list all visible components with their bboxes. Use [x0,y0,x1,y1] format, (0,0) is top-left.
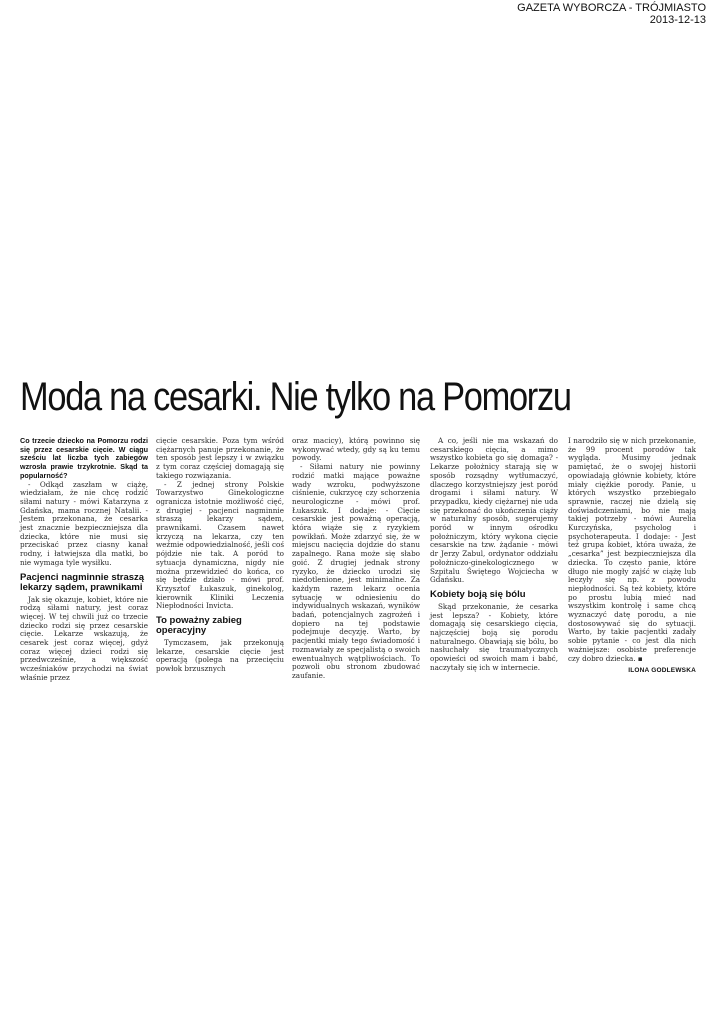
article-paragraph: - Siłami natury nie powinny rodzić matki mające poważne wady wzroku, podwyższone ciśnienie, cukrzycę czy schorzenia neurologiczne - mówi prof. Łukaszuk. I dodaje: - Cięcie cesarskie jest poważną operacją, która wiąże się z ryzykiem powikłań. Może zdarzyć się, że w miejscu nacięcia dojdzie do stanu zapalnego. Rana może się słabo goić. Z drugiej jednak strony ryzyko, że dziecko urodzi się niedotlenione, jest minimalne. Za każdym razem lekarz ocenia sytuację w odniesieniu do indywidualnych wskazań, wyników badań, potencjalnych zagrożeń i dopiero na tej podstawie podejmuje decyzję. Warto, by pacjentki miały tego świadomość i rozmawiały ze specjalistą o swoich ewentualnych wątpliwościach. To pozwoli obu stronom zbudować zaufanie. [292,462,420,680]
masthead [517,2,706,26]
article-column-3 [292,437,420,681]
author-signature: ILONA GODLEWSKA [628,667,696,675]
article-column-2 [156,437,284,674]
section-heading: To poważny zabieg operacyjny [156,615,242,637]
article-lead: Co trzecie dziecko na Pomorzu rodzi się przez cesarskie cięcie. W ciągu sześciu lat liczba tych zabiegów wzrosła prawie trzykrotnie. Skąd ta popularność? [20,436,148,480]
article-column-5 [568,437,696,676]
article-paragraph: A co, jeśli nie ma wskazań do cesarskiego cięcia, a mimo wszystko kobieta go się domaga? - Lekarze położnicy starają się w sposób rozsądny wytłumaczyć, dlaczego korzystniejszy jest poród drogami i siłami natury. W przypadku, kiedy ciężarnej nie uda się przekonać do ukończenia ciąży w naturalny sposób, sugerujemy poród w innym ośrodku położniczym, który wykona cięcie cesarskie na tzw. żądanie - mówi dr Jerzy Zabul, ordynator oddziału położniczo-ginekologicznego w Szpitalu Świętego Wojciecha w Gdańsku. [430,436,558,585]
article-paragraph: Tymczasem, jak przekonują lekarze, cesarskie cięcie jest operacją (polega na przecięciu powłok brzusznych [156,638,284,674]
article-headline: Moda na cesarki. Nie tylko na Pomorzu [20,375,571,419]
article-column-4 [430,437,558,673]
section-heading: Pacjenci nagminnie straszą lekarzy sądem, prawnikami [20,571,145,593]
article-paragraph: cięcie cesarskie. Poza tym wśród ciężarnych panuje przekonanie, że ten sposób jest lepszy i w związku z tym coraz częściej domagają się takiego rozwiązania. [156,436,284,480]
article-column-1 [20,437,148,683]
article-paragraph: Skąd przekonanie, że cesarka jest lepsza? - Kobiety, które domagają się cesarskiego cięcia, najczęściej boją się porodu naturalnego. Obawiają się bólu, bo nasłuchały się traumatycznych opowieści od swoich mam i babć, naczytały się ich w internecie. [430,601,558,672]
article-paragraph: I narodziło się w nich przekonanie, że 99 procent porodów tak wygląda. Musimy jednak pamiętać, że o swojej historii opowiadają głównie kobiety, które miały ciężkie porody. Panie, u których wszystko przebiegało sprawnie, raczej nie dzielą się doświadczeniami, bo nie mają takiej potrzeby - mówi Aurelia Kurczyńska, psycholog i psychoterapeuta. I dodaje: - Jest też grupa kobiet, która uważa, że „cesarka” jest bezpieczniejsza dla dziecka. To często panie, które długo nie mogły zajść w ciążę lub leczyły się np. z powodu niepłodności. Są też kobiety, które po prostu lubią mieć nad wszystkim kontrolę i same chcą wyznaczyć datę porodu, a nie dostosowywać się do sytuacji. Warto, by takie pacjentki zadały sobie pytanie - co jest dla nich ważniejsze: osobiste preferencje czy dobro dziecka. ▪ [568,436,696,663]
publication-date: 2013-12-13 [649,14,706,26]
section-heading: Kobiety boją się bólu [430,588,526,600]
article-paragraph: - Z jednej strony Polskie Towarzystwo Ginekologiczne ogranicza istotnie możliwość cięć, z drugiej - pacjenci nagminnie straszą lekarzy sądem, prawnikami. Czasem nawet krzyczą na lekarza, czy ten weźmie odpowiedzialność, jeśli coś pójdzie nie tak. A poród to sytuacja dynamiczna, nigdy nie można przewidzieć do końca, co się będzie działo - mówi prof. Krzysztof Łukaszuk, ginekolog, kierownik Kliniki Leczenia Niepłodności Invicta. [156,479,285,611]
article-paragraph: Jak się okazuje, kobiet, które nie rodzą siłami natury, jest coraz więcej. W tej chwili już co trzecie dziecko rodzi się przez cesarskie cięcie. Lekarze wskazują, że cesarek jest coraz więcej, gdyż coraz więcej dzieci rodzi się przedwcześnie, a większość wcześniaków przychodzi na świat właśnie przez [20,594,148,682]
article-paragraph: - Odkąd zaszłam w ciążę, wiedziałam, że nie chcę rodzić siłami natury - mówi Katarzyna z Gdańska, mama rocznej Natalii. - Jestem przekonana, że cesarka jest znacznie bezpieczniejsza dla dziecka, które nie musi się przeciskać przez ciasny kanał rodny, i łatwiejsza dla matki, bo nie wymaga tyle wysiłku. [20,479,148,567]
article-paragraph: oraz macicy), którą powinno się wykonywać wtedy, gdy są ku temu powody. [292,436,420,463]
publication-name: GAZETA WYBORCZA - TRÓJMIASTO [517,2,706,14]
